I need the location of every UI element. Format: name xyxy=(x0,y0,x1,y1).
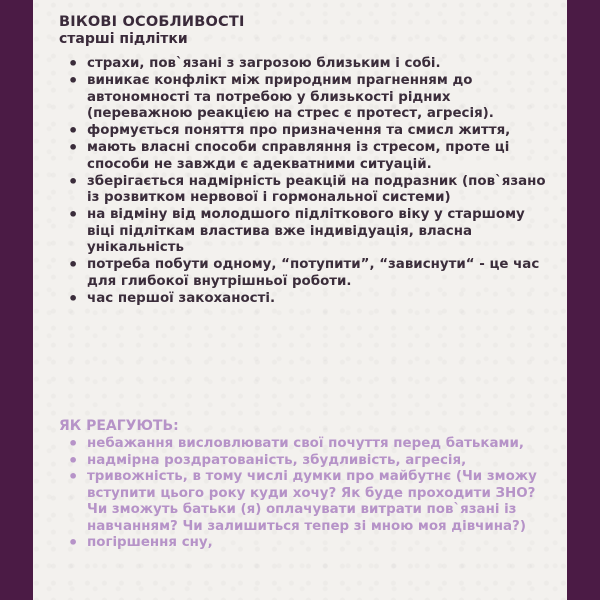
list-item: • на відміну від молодшого підліткового віку у старшому віці підліткам властива вже індивідуація, власна унікальність xyxy=(53,207,553,257)
list-item: • надмірна роздратованість, збудливість, агресія, xyxy=(53,453,553,470)
list-item: • погіршення сну, xyxy=(53,535,553,552)
list-item: • потреба побути одному, “потупити”, “зависнути“ - це час для глибокої внутрішньої роботи. xyxy=(53,257,553,290)
page-subtitle: старші підлітки xyxy=(59,31,188,47)
page-title: ВІКОВІ ОСОБЛИВОСТІ xyxy=(59,14,245,30)
list-item: • виникає конфлікт між природним прагненням до автономності та потребою у близькості рідних (переважною реакцією на стрес є протест, агресія). xyxy=(53,73,553,123)
list-item: • зберігається надмірність реакцій на подразник (пов`язано із розвитком нервової і гормональної системи) xyxy=(53,174,553,207)
list-item: • мають власні способи справляння із стресом, проте ці способи не завжди є адекватними ситуацій. xyxy=(53,140,553,173)
list-item: • страхи, пов`язані з загрозою близьким і собі. xyxy=(53,56,553,73)
list-item: • час першої закоханості. xyxy=(53,291,553,308)
list-item: • формується поняття про призначення та смисл життя, xyxy=(53,123,553,140)
reactions-heading: ЯК РЕАГУЮТЬ: xyxy=(59,418,179,434)
document-page xyxy=(33,0,567,600)
reactions-list xyxy=(53,436,553,552)
features-list xyxy=(53,56,553,308)
list-item: • небажання висловлювати свої почуття перед батьками, xyxy=(53,436,553,453)
list-item: • тривожність, в тому числі думки про майбутнє (Чи зможу вступити цього року куди хочу? Як буде проходити ЗНО? Чи зможуть батьки (я) оплачувати витрати пов`язані із навчанням? Чи залишиться тепер зі мною моя дівчина?) xyxy=(53,469,553,535)
